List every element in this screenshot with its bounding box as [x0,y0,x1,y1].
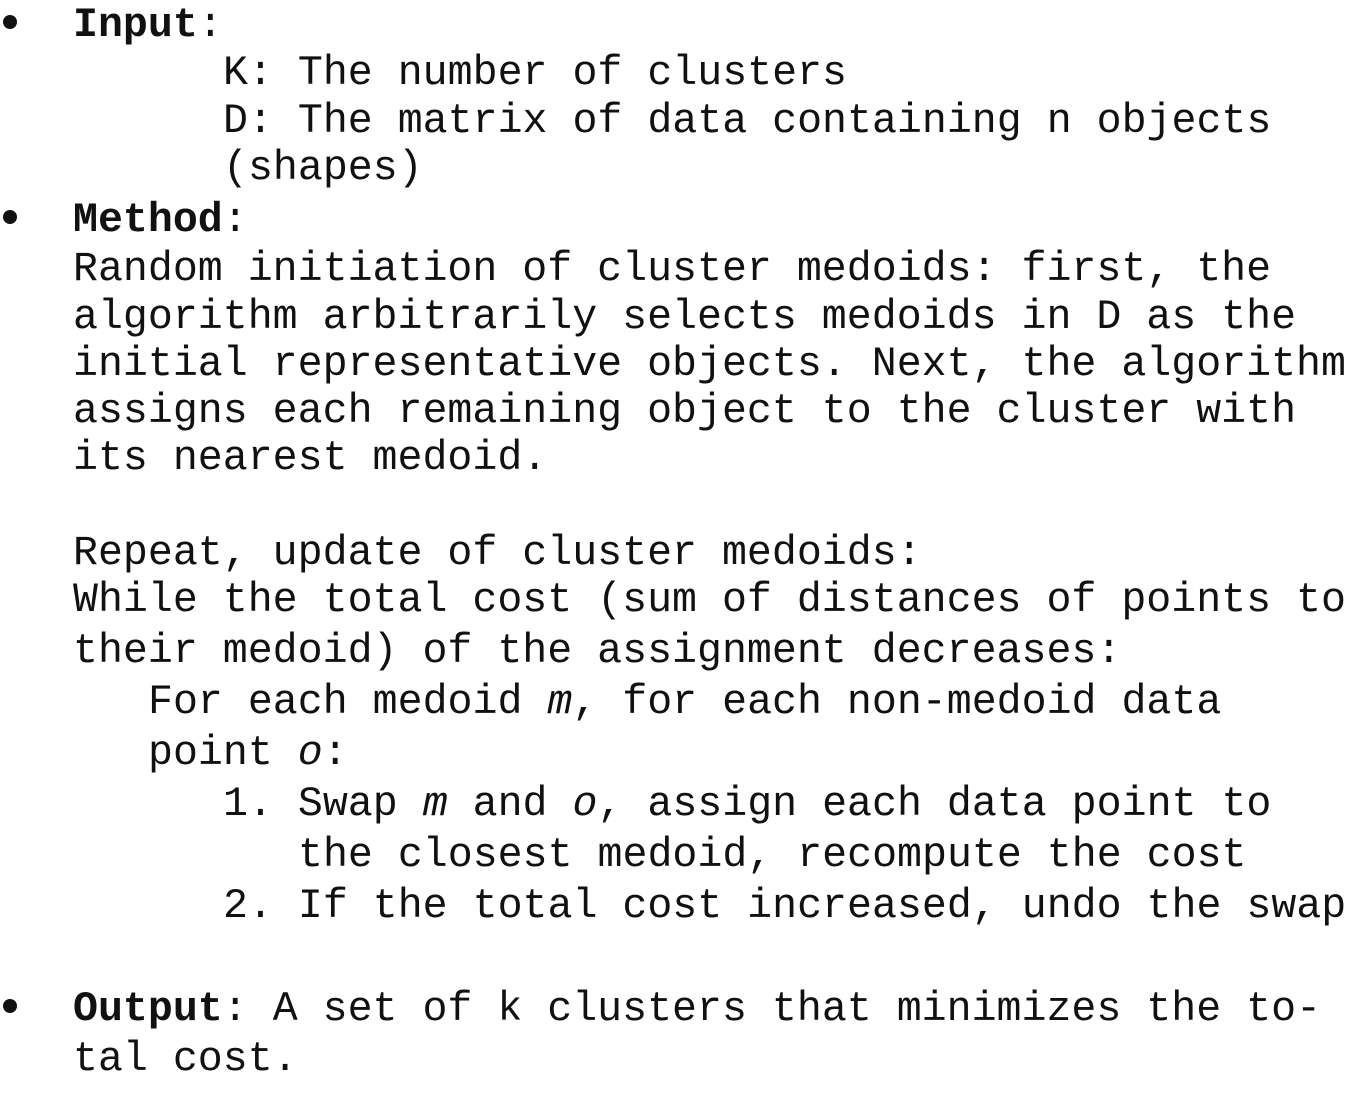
input-label: Input [73,2,198,49]
bullet-output [3,999,17,1013]
method-repeat-line-3: their medoid) of the assignment decreases: [73,628,1122,675]
method-init-line-3: initial representative objects. Next, the algorithm [73,341,1346,388]
input-line-d: D: The matrix of data containing n objects [223,98,1272,145]
method-loop-line-2 [148,730,348,777]
method-heading [73,197,248,244]
loop-text-b: , for each non-medoid data [572,679,1222,726]
output-text-a: A set of k clusters that minimizes the to- [247,986,1322,1033]
medoid-variable: m [547,679,573,726]
step-1-line-2: the closest medoid, recompute the cost [298,832,1247,879]
step-1-text-b: and [447,781,573,828]
method-init-line-1: Random initiation of cluster medoids: first, the [73,246,1272,293]
output-line-1 [73,986,1322,1033]
loop-text-a: For each medoid [148,679,548,726]
input-heading [73,2,223,49]
method-label: Method [73,197,223,244]
input-line-k: K: The number of clusters [223,50,848,97]
step-1-text-a: 1. Swap [223,781,423,828]
output-label: Output [73,986,223,1033]
loop-text-c: point [148,730,298,777]
bullet-input [3,15,17,29]
output-line-2: tal cost. [73,1036,298,1083]
input-line-shapes: (shapes) [223,145,423,192]
step-2-line: 2. If the total cost increased, undo the swap [223,883,1347,930]
method-loop-line-1 [148,679,1222,726]
method-colon: : [222,197,248,244]
method-repeat-line-1: Repeat, update of cluster medoids: [73,530,922,577]
bullet-method [3,210,17,224]
point-variable: o [297,730,323,777]
step-1-point-variable: o [572,781,598,828]
step-1-line-1 [223,781,1272,828]
step-1-medoid-variable: m [422,781,448,828]
method-init-line-5: its nearest medoid. [73,435,548,482]
loop-text-d: : [322,730,348,777]
method-init-line-2: algorithm arbitrarily selects medoids in D as the [73,294,1297,341]
method-init-line-4: assigns each remaining object to the cluster with [73,388,1297,435]
step-1-text-c: , assign each data point to [597,781,1272,828]
input-colon: : [197,2,223,49]
output-colon: : [222,986,248,1033]
method-repeat-line-2: While the total cost (sum of distances of points to [73,577,1346,624]
